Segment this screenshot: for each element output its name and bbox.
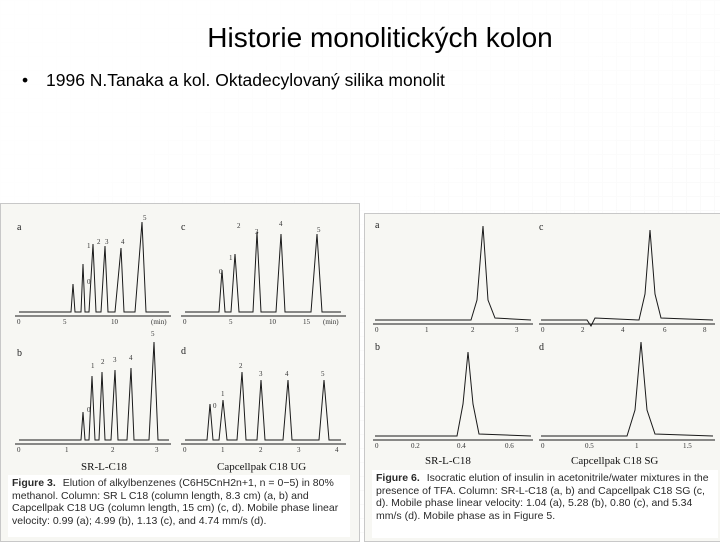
peak-d-2: 2 bbox=[239, 362, 243, 370]
peak-a-3: 3 bbox=[105, 238, 109, 246]
tick-c-8: 8 bbox=[703, 326, 707, 334]
trace-d bbox=[539, 342, 715, 440]
tick-c-6: 6 bbox=[663, 326, 667, 334]
peak-a-1: 1 bbox=[87, 242, 91, 250]
tick-d-1: 1 bbox=[221, 446, 225, 454]
tick-b-04: 0.4 bbox=[457, 442, 466, 450]
column-name-right-2: Capcellpak C18 SG bbox=[571, 455, 659, 467]
tick-d-2: 2 bbox=[259, 446, 263, 454]
tick-a-2: 2 bbox=[471, 326, 475, 334]
peak-c-5: 5 bbox=[317, 226, 321, 234]
figure-6-caption bbox=[372, 470, 718, 538]
tick-d-1: 1 bbox=[635, 442, 639, 450]
peaks-d bbox=[185, 372, 341, 440]
trace-c bbox=[539, 230, 715, 326]
tick-a-0: 0 bbox=[17, 318, 21, 326]
column-name-right-1: SR-L-C18 bbox=[425, 455, 471, 467]
tick-d-05: 0.5 bbox=[585, 442, 594, 450]
peak-b bbox=[375, 352, 531, 436]
tick-c-4: 4 bbox=[621, 326, 625, 334]
peak-a-5: 5 bbox=[143, 214, 147, 222]
peaks-b bbox=[19, 342, 169, 440]
panel-label-b: b bbox=[17, 348, 22, 359]
figure-3-caption-text: Elution of alkylbenzenes (C6H5CnH2n+1, n = 0−5) in 80% methanol. Column: SR L C18 (column length, 8.3 cm) (a, b) and Capcellpak C18 UG (column length, 15 cm) (c, d). Mobile phase linear velocity: 0.99 (a); 4.99 (b), 1.13 (c), and 4.74 mm/s (d). bbox=[12, 477, 339, 527]
tick-a-3: 3 bbox=[515, 326, 519, 334]
tick-a-min: (min) bbox=[151, 318, 167, 326]
tick-a-1: 1 bbox=[425, 326, 429, 334]
tick-b-02: 0.2 bbox=[411, 442, 420, 450]
tick-b-3: 3 bbox=[155, 446, 159, 454]
tick-a-10: 10 bbox=[111, 318, 118, 326]
tick-a-5: 5 bbox=[63, 318, 67, 326]
column-name-left-1: SR-L-C18 bbox=[81, 461, 127, 473]
panel-label-d: d bbox=[539, 342, 544, 353]
peak-c-1: 1 bbox=[229, 254, 233, 262]
trace-c bbox=[181, 232, 346, 316]
tick-a-0: 0 bbox=[375, 326, 379, 334]
tick-d-15: 1.5 bbox=[683, 442, 692, 450]
trace-a bbox=[373, 226, 533, 324]
tick-d-0: 0 bbox=[183, 446, 187, 454]
peak-c-4: 4 bbox=[279, 220, 283, 228]
panel-label-a: a bbox=[17, 222, 22, 233]
peak-d-1: 1 bbox=[221, 390, 225, 398]
slide-title: Historie monolitických kolon bbox=[207, 22, 553, 53]
peak-b-5: 5 bbox=[151, 330, 155, 338]
tick-c-min: (min) bbox=[323, 318, 339, 326]
peak-c bbox=[541, 230, 713, 326]
peak-b-3: 3 bbox=[113, 356, 117, 364]
trace-b bbox=[373, 352, 533, 440]
tick-b-06: 0.6 bbox=[505, 442, 514, 450]
panel-label-a: a bbox=[375, 220, 380, 231]
peaks-a bbox=[19, 222, 169, 312]
tick-b-0: 0 bbox=[375, 442, 379, 450]
tick-b-2: 2 bbox=[111, 446, 115, 454]
peak-c-0: 0 bbox=[219, 268, 223, 276]
peaks-c bbox=[185, 232, 341, 312]
tick-c-15: 15 bbox=[303, 318, 310, 326]
bullet-marker: • bbox=[22, 70, 29, 90]
bullet-text: 1996 N.Tanaka a kol. Oktadecylovaný silika monolit bbox=[46, 70, 445, 90]
tick-b-1: 1 bbox=[65, 446, 69, 454]
figure-6-caption-text: Isocratic elution of insulin in acetonitrile/water mixtures in the presence of TFA. Column: SR-L-C18 (a, b) and Capcellpak C18 SG (c, d). Mobile phase linear velocity: 1.04 (a), 5.28 (b), 0.80 (c), and 5.34 mm/s (d). Mobile phase as in Figure 5. bbox=[376, 472, 709, 522]
tick-d-0: 0 bbox=[541, 442, 545, 450]
figure-3-caption bbox=[8, 475, 350, 537]
peak-d bbox=[541, 342, 713, 436]
column-name-left-2: Capcellpak C18 UG bbox=[217, 461, 307, 473]
panel-label-c: c bbox=[181, 222, 186, 233]
tick-c-5: 5 bbox=[229, 318, 233, 326]
trace-a bbox=[15, 222, 171, 316]
tick-d-4: 4 bbox=[335, 446, 339, 454]
peak-b-4: 4 bbox=[129, 354, 133, 362]
figure-6-caption-head: Figure 6. bbox=[376, 472, 420, 484]
panel-label-b: b bbox=[375, 342, 380, 353]
panel-label-c: c bbox=[539, 222, 544, 233]
peak-d-0: 0 bbox=[213, 402, 217, 410]
peak-c-2: 2 bbox=[237, 222, 241, 230]
panel-label-d: d bbox=[181, 346, 186, 357]
peak-d-5: 5 bbox=[321, 370, 325, 378]
peak-a-4: 4 bbox=[121, 238, 125, 246]
tick-c-0: 0 bbox=[541, 326, 545, 334]
peak-c-3: 3 bbox=[255, 228, 259, 236]
peak-d-3: 3 bbox=[259, 370, 263, 378]
peak-b-2: 2 bbox=[101, 358, 105, 366]
peak-b-0: 0 bbox=[87, 406, 91, 414]
trace-d bbox=[181, 372, 346, 444]
tick-c-0: 0 bbox=[183, 318, 187, 326]
peak-d-4: 4 bbox=[285, 370, 289, 378]
tick-b-0: 0 bbox=[17, 446, 21, 454]
tick-c-2: 2 bbox=[581, 326, 585, 334]
peak-a-0: 0 bbox=[87, 278, 91, 286]
figure-3-caption-head: Figure 3. bbox=[12, 477, 56, 489]
peak-a-2: 2 bbox=[97, 238, 101, 246]
trace-b bbox=[15, 342, 171, 444]
peak-b-1: 1 bbox=[91, 362, 95, 370]
tick-d-3: 3 bbox=[297, 446, 301, 454]
tick-c-10: 10 bbox=[269, 318, 276, 326]
peak-a bbox=[375, 226, 531, 320]
